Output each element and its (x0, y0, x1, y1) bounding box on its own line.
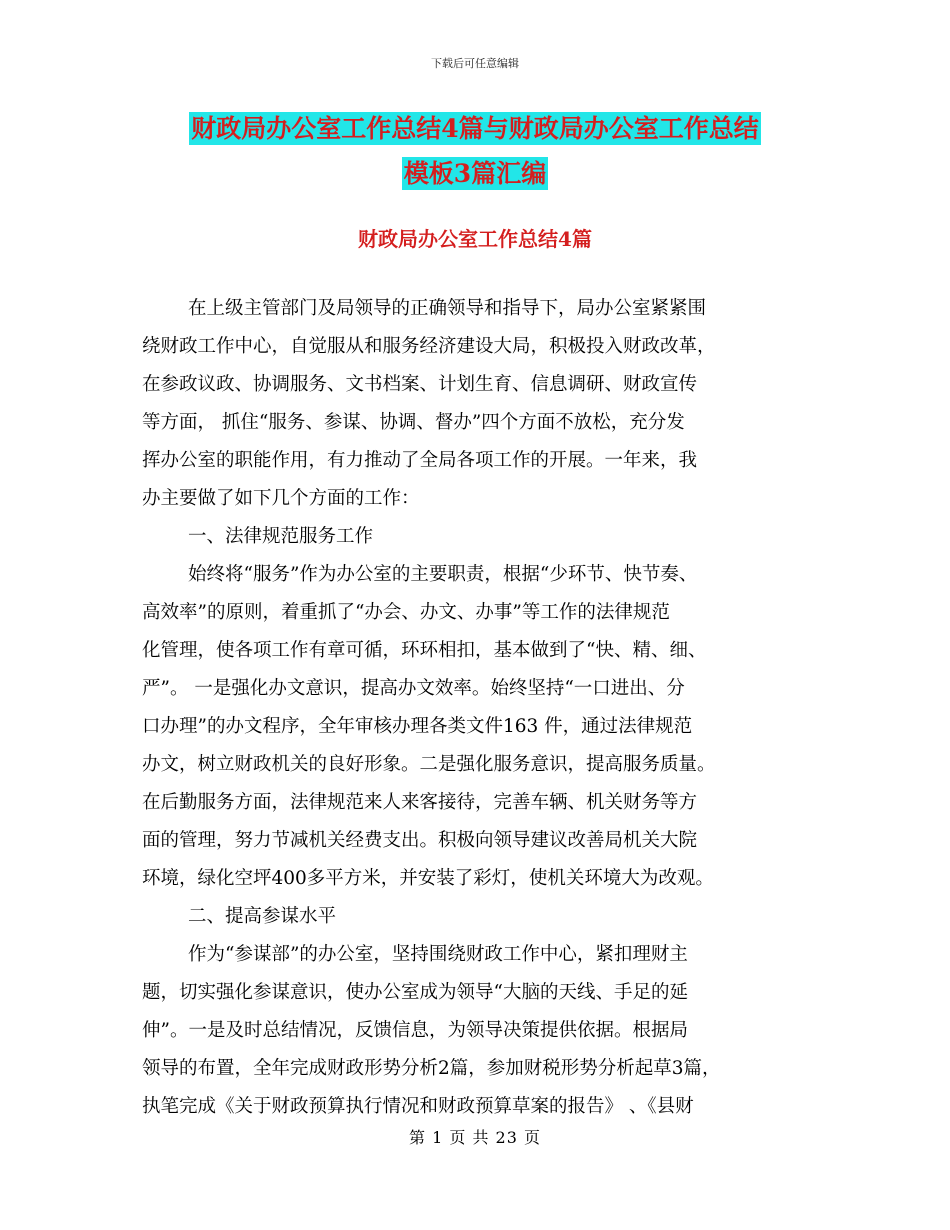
body-line: 化管理，使各项工作有章可循，环环相扣，基本做到了“快、精、细、 (142, 640, 707, 661)
section-title: 财政局办公室工作总结4篇 (358, 227, 592, 251)
body-line: 执笔完成《关于财政预算执行情况和财政预算草案的报告》 、《县财 (142, 1096, 694, 1117)
body-line: 题，切实强化参谋意识，使办公室成为领导“大脑的天线、手足的延 (142, 982, 688, 1003)
body-line: 严”。 一是强化办文意识，提高办文效率。始终坚持“一口进出、分 (142, 678, 685, 699)
section-heading: 二、提高参谋水平 (188, 906, 337, 927)
body-line: 伸”。一是及时总结情况，反馈信息，为领导决策提供依据。根据局 (142, 1020, 688, 1041)
body-line: 在上级主管部门及局领导的正确领导和指导下，局办公室紧紧围 (188, 298, 707, 319)
document-title-line-1 (0, 112, 950, 146)
body-line: 挥办公室的职能作用，有力推动了全局各项工作的开展。一年来，我 (142, 450, 698, 471)
document-title-line-2 (0, 157, 950, 191)
body-line: 在参政议政、协调服务、文书档案、计划生育、信息调研、财政宣传 (142, 374, 698, 395)
body-line: 口办理”的办文程序，全年审核办理各类文件163 件，通过法律规范 (142, 716, 693, 737)
body-line: 等方面， 抓住“服务、参谋、协调、督办”四个方面不放松，充分发 (142, 412, 685, 433)
body-line: 绕财政工作中心，自觉服从和服务经济建设大局，积极投入财政改革， (142, 336, 716, 357)
body-line: 作为“参谋部”的办公室，坚持围绕财政工作中心，紧扣理财主 (188, 944, 688, 965)
document-title-line-1-text: 财政局办公室工作总结4篇与财政局办公室工作总结 (191, 114, 759, 143)
body-line: 在后勤服务方面，法律规范来人来客接待，完善车辆、机关财务等方 (142, 792, 698, 813)
header-note: 下载后可任意编辑 (431, 57, 519, 70)
section-heading: 一、法律规范服务工作 (188, 526, 374, 547)
body-line: 办主要做了如下几个方面的工作： (142, 488, 420, 509)
body-line: 办文，树立财政机关的良好形象。二是强化服务意识，提高服务质量。 (142, 754, 716, 775)
body-line: 面的管理，努力节减机关经费支出。积极向领导建议改善局机关大院 (142, 830, 698, 851)
page-footer: 第 1 页 共 23 页 (409, 1128, 541, 1147)
body-line: 领导的布置，全年完成财政形势分析2篇，参加财税形势分析起草3篇， (142, 1058, 721, 1079)
body-line: 始终将“服务”作为办公室的主要职责，根据“少环节、快节奏、 (188, 564, 698, 585)
body-line: 高效率”的原则，着重抓了“办会、办文、办事”等工作的法律规范 (142, 602, 670, 623)
body-line: 环境，绿化空坪400多平方米，并安装了彩灯，使机关环境大为改观。 (142, 868, 714, 889)
body-text (142, 290, 812, 1126)
document-title-line-2-text: 模板3篇汇编 (403, 159, 547, 188)
